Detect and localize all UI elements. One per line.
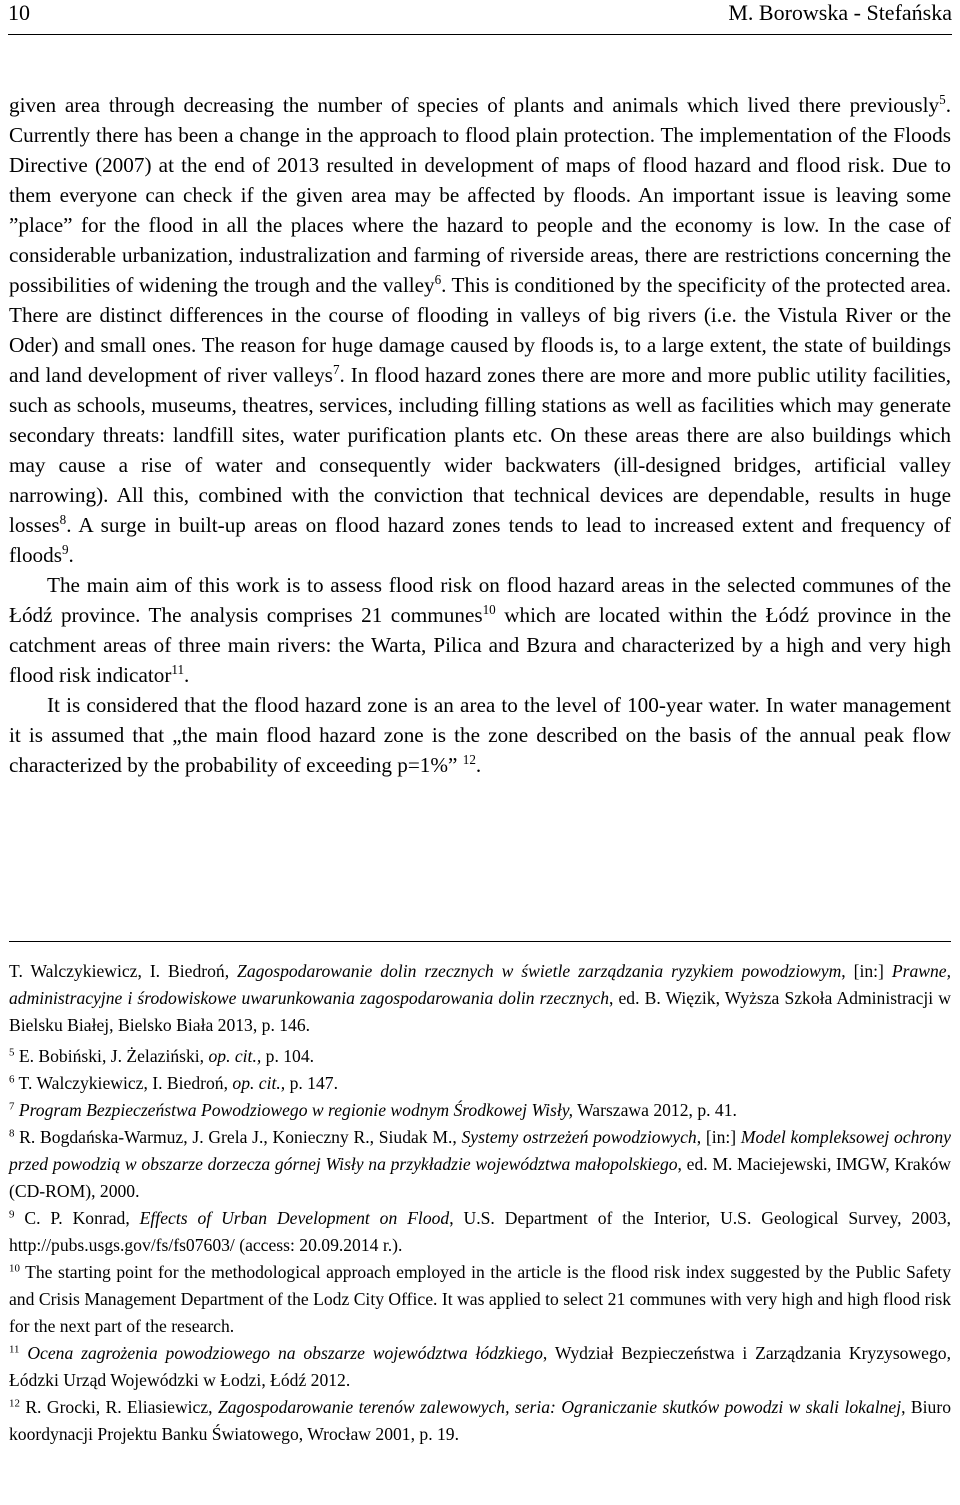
footnote-ref-10: 10 bbox=[482, 601, 496, 617]
footnote-number: 5 bbox=[9, 1046, 15, 1059]
footnote-5 bbox=[9, 1043, 951, 1070]
text-span-italic: Prawne, administracyjne i środowiskowe uwarunkowania zagospodarowania dolin rzecznych bbox=[9, 961, 951, 1008]
text-span-italic: Zagospodarowanie dolin rzecznych w świetle zarządzania ryzykiem powodziowym bbox=[237, 961, 842, 981]
footnote-8 bbox=[9, 1124, 951, 1205]
footnotes bbox=[9, 958, 951, 1448]
footnote-separator bbox=[9, 941, 951, 942]
text-span: . This is conditioned by the specificity of the protected area. There are distinct differences in the course of flooding in valleys of big rivers (i.e. the Vistula River or the Oder) and small ones. The reason for huge damage caused by floods is, to a large extent, the state of buildings and land development of river valleys bbox=[9, 273, 951, 387]
text-span: . Currently there has been a change in the approach to flood plain protection. The implementation of the Floods Directive (2007) at the end of 2013 resulted in development of maps of flood hazard and flood risk. Due to them everyone can check if the given area may be affected by floods. An important issue is leaving some ”place” for the flood in all the places where the hazard to people and the economy is low. In the case of considerable urbanization, industralization and farming of riverside areas, there are restrictions concerning the possibilities of widening the trough and the valley bbox=[9, 93, 951, 297]
footnote-number: 7 bbox=[9, 1100, 15, 1113]
footnote-number: 10 bbox=[9, 1262, 20, 1275]
text-span: , ed. M. Maciejewski, IMGW, Kraków (CD-ROM), 2000. bbox=[9, 1154, 952, 1201]
text-span: , Wydział Bezpieczeństwa i Zarządzania Kryzysowego, Łódzki Urząd Wojewódzki w Łodzi, Łódź 2012. bbox=[9, 1343, 951, 1390]
text-span: R. Bogdańska-Warmuz, J. Grela J., Konieczny R., Siudak M., bbox=[14, 1127, 462, 1147]
text-span-italic: Effects of Urban Development on Flood bbox=[139, 1208, 450, 1228]
footnote-ref-8: 8 bbox=[59, 511, 67, 527]
text-span: p. 104. bbox=[261, 1046, 315, 1066]
text-span: , [in:] bbox=[696, 1127, 741, 1147]
footnote-ref-9: 9 bbox=[61, 541, 69, 557]
text-span: . bbox=[68, 543, 74, 567]
footnote-ref-5: 5 bbox=[939, 91, 946, 107]
text-span: . bbox=[475, 753, 482, 777]
text-span: Warszawa 2012, p. 41. bbox=[573, 1100, 737, 1120]
text-span: T. Walczykiewicz, I. Biedroń, bbox=[9, 961, 238, 981]
footnote-ref-11: 11 bbox=[171, 661, 185, 677]
main-text bbox=[9, 90, 951, 780]
footnote-number: 9 bbox=[9, 1208, 15, 1221]
paragraph-1 bbox=[9, 90, 951, 570]
page-number: 10 bbox=[8, 0, 30, 25]
text-span-italic: op. cit., bbox=[232, 1073, 286, 1093]
footnote-number: 8 bbox=[9, 1127, 15, 1140]
footnote-number: 12 bbox=[9, 1397, 20, 1410]
text-span: , Biuro koordynacji Projektu Banku Światowego, Wrocław 2001, p. 19. bbox=[9, 1397, 952, 1444]
paragraph-2 bbox=[9, 570, 951, 690]
footnote-ref-7: 7 bbox=[332, 361, 340, 377]
text-span: . bbox=[184, 663, 190, 687]
footnote-10 bbox=[9, 1259, 951, 1340]
text-span-italic: op. cit., bbox=[208, 1046, 262, 1066]
text-span-italic: Systemy ostrzeżeń powodziowych bbox=[461, 1127, 697, 1147]
footnote-11 bbox=[9, 1340, 951, 1394]
text-span: T. Walczykiewicz, I. Biedroń, bbox=[14, 1073, 233, 1093]
text-span: given area through decreasing the number of species of plants and animals which lived there previously bbox=[9, 93, 940, 117]
text-span-italic: Model kompleksowej ochrony przed powodzią w obszarze dorzecza górnej Wisły na przykładzie województwa małopolskiego bbox=[9, 1127, 951, 1174]
footnote-6 bbox=[9, 1070, 951, 1097]
text-span: The main aim of this work is to assess flood risk on flood hazard areas in the selected communes of the Łódź province. The analysis comprises 21 communes bbox=[9, 573, 951, 627]
text-span: , [in:] bbox=[841, 961, 892, 981]
text-span-italic: Program Bezpieczeństwa Powodziowego w regionie wodnym Środkowej Wisły, bbox=[14, 1100, 574, 1120]
paragraph-3 bbox=[9, 690, 951, 780]
footnote-4 bbox=[9, 958, 951, 1039]
text-span: It is considered that the flood hazard zone is an area to the level of 100-year water. In water management it is assumed that „the main flood hazard zone is the zone described on the basis of the annual peak flow characterized by the probability of exceeding p=1%” bbox=[9, 693, 951, 777]
text-span: C. P. Konrad, bbox=[14, 1208, 140, 1228]
text-span: p. 147. bbox=[285, 1073, 338, 1093]
text-span-italic: Ocena zagrożenia powodziowego na obszarze województwa łódzkiego bbox=[19, 1343, 543, 1363]
footnote-7 bbox=[9, 1097, 951, 1124]
text-span: . A surge in built-up areas on flood hazard zones tends to lead to increased extent and frequency of floods bbox=[9, 513, 951, 567]
text-span: which are located within the Łódź province in the catchment areas of three main rivers: the Warta, Pilica and Bzura and characterized by a high and very high flood risk indicator bbox=[9, 603, 952, 687]
footnote-9 bbox=[9, 1205, 951, 1259]
footnote-ref-6: 6 bbox=[434, 271, 442, 287]
footnote-12 bbox=[9, 1394, 951, 1448]
text-span: E. Bobiński, J. Żelaziński, bbox=[14, 1046, 209, 1066]
footnote-number: 11 bbox=[9, 1343, 20, 1356]
text-span: , ed. B. Więzik, Wyższa Szkoła Administracji w Bielsku Białej, Bielsko Biała 2013, p. 146. bbox=[9, 988, 951, 1035]
text-span: The starting point for the methodological approach employed in the article is the flood risk index suggested by the Public Safety and Crisis Management Department of the Lodz City Office. It was applied to select 21 communes with very high and high flood risk for the next part of the research. bbox=[9, 1262, 951, 1336]
footnote-number: 6 bbox=[9, 1073, 15, 1086]
text-span: R. Grocki, R. Eliasiewicz, bbox=[19, 1397, 218, 1417]
page-header bbox=[8, 0, 952, 35]
text-span: , U.S. Department of the Interior, U.S. Geological Survey, 2003, http://pubs.usgs.gov/fs/fs07603/ (access: 20.09.2014 r.). bbox=[9, 1208, 951, 1255]
text-span: . In flood hazard zones there are more and more public utility facilities, such as schools, museums, theatres, services, including filling stations as well as facilities which may generate secondary threats: landfill sites, water purification plants etc. On these areas there are also buildings which may cause a rise of water and consequently wider backwaters (ill-designed bridges, artificial valley narrowing). All this, combined with the conviction that technical devices are dependable, results in huge losses bbox=[9, 363, 951, 537]
text-span-italic: Zagospodarowanie terenów zalewowych, seria: Ograniczanie skutków powodzi w skali lokalnej bbox=[217, 1397, 902, 1417]
footnote-ref-12: 12 bbox=[462, 751, 476, 767]
running-title: M. Borowska - Stefańska bbox=[728, 0, 952, 25]
